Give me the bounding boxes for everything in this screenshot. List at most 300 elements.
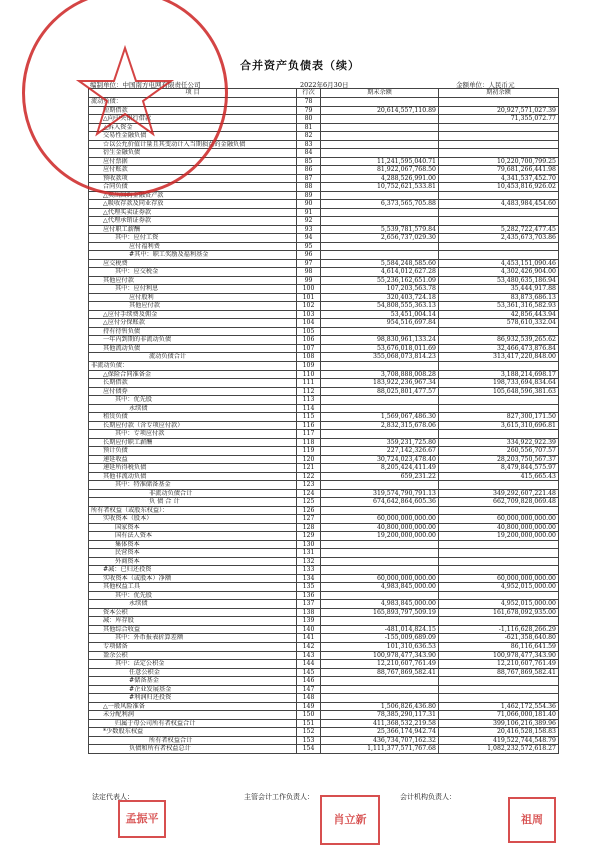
row-begin-balance	[439, 361, 559, 370]
row-line-number: 127	[297, 515, 321, 524]
row-label: 其中：应付利息	[89, 285, 297, 294]
row-end-balance: 88,767,869,582.41	[321, 668, 439, 677]
row-end-balance	[321, 327, 439, 336]
row-label: △向中央银行借款	[89, 115, 297, 124]
row-line-number: 86	[297, 166, 321, 175]
row-line-number: 81	[297, 123, 321, 132]
row-end-balance	[321, 694, 439, 703]
row-line-number: 137	[297, 600, 321, 609]
row-begin-balance: 260,556,707.57	[439, 447, 559, 456]
row-begin-balance: 161,678,092,935.00	[439, 608, 559, 617]
row-line-number: 131	[297, 549, 321, 558]
table-row	[89, 481, 559, 490]
row-line-number: 80	[297, 115, 321, 124]
row-end-balance: 227,142,326.67	[321, 447, 439, 456]
row-begin-balance: 578,610,332.04	[439, 319, 559, 328]
row-line-number: 89	[297, 191, 321, 200]
row-line-number: 136	[297, 591, 321, 600]
row-end-balance: 5,584,248,585.60	[321, 259, 439, 268]
table-row	[89, 498, 559, 507]
row-line-number: 139	[297, 617, 321, 626]
row-line-number: 124	[297, 489, 321, 498]
row-line-number: 132	[297, 557, 321, 566]
row-label: #减：已归还投资	[89, 566, 297, 575]
row-line-number: 91	[297, 208, 321, 217]
table-row	[89, 396, 559, 405]
table-row	[89, 557, 559, 566]
row-begin-balance	[439, 617, 559, 626]
row-end-balance: 10,752,621,533.81	[321, 183, 439, 192]
table-row	[89, 651, 559, 660]
row-label: 衍生金融负债	[89, 149, 297, 158]
table-row	[89, 745, 559, 754]
row-line-number: 118	[297, 438, 321, 447]
row-begin-balance: 415,665.43	[439, 472, 559, 481]
accounting-head-label: 主管会计工作负责人：	[244, 793, 314, 801]
table-row	[89, 532, 559, 541]
table-row	[89, 242, 559, 251]
row-label: 预计负债	[89, 447, 297, 456]
row-line-number: 146	[297, 677, 321, 686]
table-row	[89, 719, 559, 728]
row-end-balance: 40,800,000,000.00	[321, 523, 439, 532]
row-end-balance: 60,000,000,000.00	[321, 574, 439, 583]
table-row	[89, 677, 559, 686]
table-row	[89, 634, 559, 643]
row-label: 一年内到期的非流动负债	[89, 336, 297, 345]
row-end-balance: 1,506,826,436.80	[321, 702, 439, 711]
row-begin-balance: 20,927,571,027.39	[439, 106, 559, 115]
row-begin-balance: 60,000,000,000.00	[439, 574, 559, 583]
row-line-number: 96	[297, 251, 321, 260]
row-label: 负 债 合 计	[89, 498, 297, 507]
row-begin-balance	[439, 481, 559, 490]
row-end-balance	[321, 208, 439, 217]
table-row	[89, 225, 559, 234]
row-begin-balance: -1,116,628,266.29	[439, 625, 559, 634]
row-line-number: 119	[297, 447, 321, 456]
row-line-number: 107	[297, 344, 321, 353]
row-label: 任意公积金	[89, 668, 297, 677]
row-line-number: 108	[297, 353, 321, 362]
table-row	[89, 660, 559, 669]
row-line-number: 121	[297, 464, 321, 473]
row-line-number: 115	[297, 413, 321, 422]
row-end-balance: 30,724,023,478.40	[321, 455, 439, 464]
row-line-number: 140	[297, 625, 321, 634]
unit-label: 金额单位：人民币元	[456, 81, 515, 89]
row-label: 其他应付款	[89, 302, 297, 311]
row-label: 永续债	[89, 600, 297, 609]
row-label: 非流动负债合计	[89, 489, 297, 498]
row-label: 应付账款	[89, 166, 297, 175]
row-line-number: 98	[297, 268, 321, 277]
row-end-balance: 2,656,737,029.30	[321, 234, 439, 243]
report-date: 2022年6月30日	[300, 81, 349, 89]
table-row	[89, 361, 559, 370]
table-row	[89, 617, 559, 626]
row-line-number: 151	[297, 719, 321, 728]
row-begin-balance: 334,922,922.39	[439, 438, 559, 447]
row-begin-balance: 86,932,539,265.62	[439, 336, 559, 345]
row-line-number: 105	[297, 327, 321, 336]
row-label: #企业发展基金	[89, 685, 297, 694]
row-begin-balance: 827,300,171.50	[439, 413, 559, 422]
row-label: 持有待售负债	[89, 327, 297, 336]
row-end-balance: 659,231.22	[321, 472, 439, 481]
row-end-balance: 12,210,607,761.49	[321, 660, 439, 669]
row-begin-balance: 4,453,151,090.46	[439, 259, 559, 268]
table-row	[89, 327, 559, 336]
row-line-number: 95	[297, 242, 321, 251]
row-line-number: 90	[297, 200, 321, 209]
row-begin-balance: 53,361,316,582.93	[439, 302, 559, 311]
row-begin-balance: 3,615,310,696.81	[439, 421, 559, 430]
table-row	[89, 302, 559, 311]
row-label: *少数股东权益	[89, 728, 297, 737]
row-label: 其他权益工具	[89, 583, 297, 592]
row-label: 国家资本	[89, 523, 297, 532]
row-end-balance: 355,068,073,814.23	[321, 353, 439, 362]
dept-head-label: 会计机构负责人：	[400, 793, 456, 801]
row-label: △拆入资金	[89, 123, 297, 132]
table-row	[89, 489, 559, 498]
row-begin-balance	[439, 506, 559, 515]
row-line-number: 128	[297, 523, 321, 532]
table-row	[89, 217, 559, 226]
row-end-balance: 165,893,797,509.19	[321, 608, 439, 617]
row-line-number: 114	[297, 404, 321, 413]
row-begin-balance: 60,000,000,000.00	[439, 515, 559, 524]
row-label: 交易性金融负债	[89, 132, 297, 141]
row-end-balance: 98,830,961,133.24	[321, 336, 439, 345]
row-end-balance	[321, 251, 439, 260]
row-label: 应付福利费	[89, 242, 297, 251]
row-end-balance	[321, 361, 439, 370]
row-end-balance: 81,922,067,768.50	[321, 166, 439, 175]
table-row	[89, 285, 559, 294]
row-end-balance	[321, 242, 439, 251]
row-begin-balance: 32,466,473,876.84	[439, 344, 559, 353]
table-row	[89, 421, 559, 430]
row-begin-balance	[439, 191, 559, 200]
row-label: △代理承销证券款	[89, 217, 297, 226]
row-label: 预收款项	[89, 174, 297, 183]
table-row	[89, 600, 559, 609]
row-line-number: 154	[297, 745, 321, 754]
company-label: 编制单位：中国南方电网有限责任公司	[90, 81, 201, 89]
row-begin-balance: 1,082,232,572,618.27	[439, 745, 559, 754]
row-begin-balance: 8,479,844,575.97	[439, 464, 559, 473]
row-label: 其中：特准储备基金	[89, 481, 297, 490]
row-begin-balance: 4,952,015,000.00	[439, 600, 559, 609]
row-line-number: 112	[297, 387, 321, 396]
row-line-number: 87	[297, 174, 321, 183]
table-row	[89, 566, 559, 575]
row-end-balance: 25,366,174,942.74	[321, 728, 439, 737]
table-row	[89, 668, 559, 677]
row-line-number: 145	[297, 668, 321, 677]
table-row	[89, 310, 559, 319]
legal-rep-stamp: 孟振平	[118, 800, 166, 838]
row-line-number: 82	[297, 132, 321, 141]
row-label: 长期应付职工薪酬	[89, 438, 297, 447]
row-label: 其他流动负债	[89, 344, 297, 353]
row-end-balance	[321, 430, 439, 439]
row-line-number: 83	[297, 140, 321, 149]
row-label: 流动负债合计	[89, 353, 297, 362]
table-row	[89, 694, 559, 703]
row-end-balance: 4,288,526,991.00	[321, 174, 439, 183]
row-label: 应交税费	[89, 259, 297, 268]
row-line-number: 123	[297, 481, 321, 490]
row-end-balance: 78,385,290,117.31	[321, 711, 439, 720]
row-label: 国有法人资本	[89, 532, 297, 541]
row-end-balance: 60,000,000,000.00	[321, 515, 439, 524]
table-row	[89, 438, 559, 447]
row-line-number: 133	[297, 566, 321, 575]
row-label: △保险合同准备金	[89, 370, 297, 379]
table-row	[89, 506, 559, 515]
row-label: 长期借款	[89, 379, 297, 388]
row-begin-balance: 100,978,477,343.90	[439, 651, 559, 660]
row-label: 应付票据	[89, 157, 297, 166]
row-line-number: 143	[297, 651, 321, 660]
row-line-number: 125	[297, 498, 321, 507]
row-begin-balance	[439, 327, 559, 336]
row-end-balance	[321, 149, 439, 158]
row-begin-balance	[439, 123, 559, 132]
row-begin-balance: -621,358,640.80	[439, 634, 559, 643]
row-end-balance: 183,922,236,967.34	[321, 379, 439, 388]
row-begin-balance	[439, 557, 559, 566]
table-row	[89, 736, 559, 745]
row-label: 其中：应付工资	[89, 234, 297, 243]
row-line-number: 94	[297, 234, 321, 243]
row-begin-balance: 42,856,443.94	[439, 310, 559, 319]
table-row	[89, 404, 559, 413]
row-label: 其他综合收益	[89, 625, 297, 634]
row-label: 永续债	[89, 404, 297, 413]
row-end-balance: 11,241,595,040.71	[321, 157, 439, 166]
table-row	[89, 430, 559, 439]
row-end-balance: 5,539,781,579.84	[321, 225, 439, 234]
row-end-balance: 54,808,555,363.13	[321, 302, 439, 311]
row-label: 盈余公积	[89, 651, 297, 660]
row-line-number: 102	[297, 302, 321, 311]
row-begin-balance: 419,522,744,548.79	[439, 736, 559, 745]
row-line-number: 100	[297, 285, 321, 294]
row-begin-balance	[439, 404, 559, 413]
row-begin-balance: 28,203,750,567.37	[439, 455, 559, 464]
row-label: △吸收存款及同业存放	[89, 200, 297, 209]
row-label: #储备基金	[89, 677, 297, 686]
row-end-balance: 55,236,162,651.09	[321, 276, 439, 285]
row-end-balance	[321, 481, 439, 490]
row-begin-balance: 399,106,216,389.96	[439, 719, 559, 728]
row-label: 其他非流动负债	[89, 472, 297, 481]
row-line-number: 149	[297, 702, 321, 711]
dept-head-stamp: 祖周	[508, 797, 556, 843]
row-end-balance	[321, 140, 439, 149]
row-begin-balance: 4,483,984,454.60	[439, 200, 559, 209]
table-row	[89, 413, 559, 422]
row-begin-balance: 20,416,528,158.83	[439, 728, 559, 737]
row-begin-balance	[439, 149, 559, 158]
row-label: 实收资本（股本）	[89, 515, 297, 524]
row-begin-balance: 83,873,686.13	[439, 293, 559, 302]
row-begin-balance: 12,210,607,761.49	[439, 660, 559, 669]
row-begin-balance: 40,800,000,000.00	[439, 523, 559, 532]
row-label: 其中：法定公积金	[89, 660, 297, 669]
row-label: 归属于母公司所有者权益合计	[89, 719, 297, 728]
row-line-number: 111	[297, 379, 321, 388]
table-row	[89, 583, 559, 592]
row-begin-balance: 10,453,816,926.02	[439, 183, 559, 192]
row-label: 未分配利润	[89, 711, 297, 720]
row-begin-balance: 5,282,722,477.45	[439, 225, 559, 234]
row-label: 非流动负债：	[89, 361, 297, 370]
row-line-number: 152	[297, 728, 321, 737]
row-label: 所有者权益合计	[89, 736, 297, 745]
row-label: 专项储备	[89, 643, 297, 652]
accounting-head-stamp: 肖立新	[320, 795, 380, 845]
row-end-balance: 20,614,557,110.89	[321, 106, 439, 115]
row-end-balance	[321, 132, 439, 141]
row-begin-balance: 198,733,694,834.64	[439, 379, 559, 388]
row-line-number: 88	[297, 183, 321, 192]
table-row	[89, 702, 559, 711]
row-line-number: 101	[297, 293, 321, 302]
row-label: 流动负债：	[89, 98, 297, 107]
header-line: 行次	[297, 89, 321, 98]
row-end-balance	[321, 685, 439, 694]
row-line-number: 116	[297, 421, 321, 430]
row-begin-balance: 4,952,015,000.00	[439, 583, 559, 592]
row-end-balance	[321, 540, 439, 549]
row-line-number: 103	[297, 310, 321, 319]
row-begin-balance	[439, 591, 559, 600]
row-label: △卖出回购金融资产款	[89, 191, 297, 200]
row-line-number: 120	[297, 455, 321, 464]
row-begin-balance	[439, 677, 559, 686]
row-begin-balance	[439, 566, 559, 575]
table-row	[89, 319, 559, 328]
row-line-number: 141	[297, 634, 321, 643]
table-row	[89, 370, 559, 379]
row-end-balance: 101,310,636.53	[321, 643, 439, 652]
row-end-balance: 4,614,012,627.28	[321, 268, 439, 277]
row-end-balance: 1,569,067,486.30	[321, 413, 439, 422]
row-end-balance: 4,983,845,000.00	[321, 600, 439, 609]
row-end-balance	[321, 506, 439, 515]
table-row	[89, 447, 559, 456]
row-label: 递延所得税负债	[89, 464, 297, 473]
table-row	[89, 268, 559, 277]
row-begin-balance	[439, 549, 559, 558]
row-end-balance	[321, 115, 439, 124]
row-end-balance: 8,205,424,411.49	[321, 464, 439, 473]
row-line-number: 104	[297, 319, 321, 328]
row-line-number: 153	[297, 736, 321, 745]
seal-star-icon	[25, 0, 225, 193]
row-line-number: 109	[297, 361, 321, 370]
row-begin-balance	[439, 208, 559, 217]
row-begin-balance: 53,480,635,186.94	[439, 276, 559, 285]
row-line-number: 129	[297, 532, 321, 541]
row-begin-balance: 313,417,220,848.00	[439, 353, 559, 362]
row-begin-balance: 71,355,072.77	[439, 115, 559, 124]
row-end-balance: 954,516,697.84	[321, 319, 439, 328]
row-label: 应付股利	[89, 293, 297, 302]
row-end-balance: 100,978,477,343.90	[321, 651, 439, 660]
row-begin-balance	[439, 217, 559, 226]
row-end-balance	[321, 191, 439, 200]
row-label: 其他应付款	[89, 276, 297, 285]
table-row	[89, 728, 559, 737]
row-begin-balance	[439, 540, 559, 549]
row-end-balance: 53,451,004.14	[321, 310, 439, 319]
table-row	[89, 711, 559, 720]
row-begin-balance: 71,066,000,181.40	[439, 711, 559, 720]
table-row	[89, 208, 559, 217]
row-begin-balance: 662,709,828,069.48	[439, 498, 559, 507]
row-begin-balance: 2,435,673,703.86	[439, 234, 559, 243]
header-item: 项 目	[89, 89, 297, 98]
row-end-balance: -155,009,689.09	[321, 634, 439, 643]
row-end-balance: 4,983,845,000.00	[321, 583, 439, 592]
report-title: 合并资产负债表（续）	[240, 59, 360, 72]
row-label: 租赁负债	[89, 413, 297, 422]
row-begin-balance	[439, 694, 559, 703]
row-begin-balance: 86,116,641.59	[439, 643, 559, 652]
row-end-balance: 436,734,707,162.32	[321, 736, 439, 745]
row-label: 减：库存股	[89, 617, 297, 626]
row-begin-balance	[439, 685, 559, 694]
row-line-number: 85	[297, 157, 321, 166]
row-begin-balance: 4,302,426,904.00	[439, 268, 559, 277]
table-row	[89, 276, 559, 285]
row-line-number: 148	[297, 694, 321, 703]
table-row	[89, 336, 559, 345]
row-end-balance	[321, 617, 439, 626]
row-label: 应付债券	[89, 387, 297, 396]
row-begin-balance	[439, 98, 559, 107]
row-end-balance	[321, 404, 439, 413]
row-line-number: 130	[297, 540, 321, 549]
row-line-number: 134	[297, 574, 321, 583]
table-row	[89, 625, 559, 634]
row-begin-balance: 105,648,596,381.63	[439, 387, 559, 396]
row-end-balance	[321, 557, 439, 566]
row-begin-balance: 10,220,700,799.25	[439, 157, 559, 166]
row-begin-balance: 19,200,000,000.00	[439, 532, 559, 541]
row-end-balance: 6,373,565,705.88	[321, 200, 439, 209]
row-end-balance: 1,111,377,571,767.68	[321, 745, 439, 754]
header-end-balance: 期末余额	[321, 89, 439, 98]
row-label: 其中：优先股	[89, 396, 297, 405]
row-label: 其中：应交税金	[89, 268, 297, 277]
table-row	[89, 472, 559, 481]
table-row	[89, 685, 559, 694]
row-line-number: 117	[297, 430, 321, 439]
row-begin-balance	[439, 396, 559, 405]
row-begin-balance	[439, 251, 559, 260]
row-begin-balance	[439, 132, 559, 141]
table-row	[89, 353, 559, 362]
row-end-balance: 53,676,018,011.69	[321, 344, 439, 353]
table-row	[89, 259, 559, 268]
